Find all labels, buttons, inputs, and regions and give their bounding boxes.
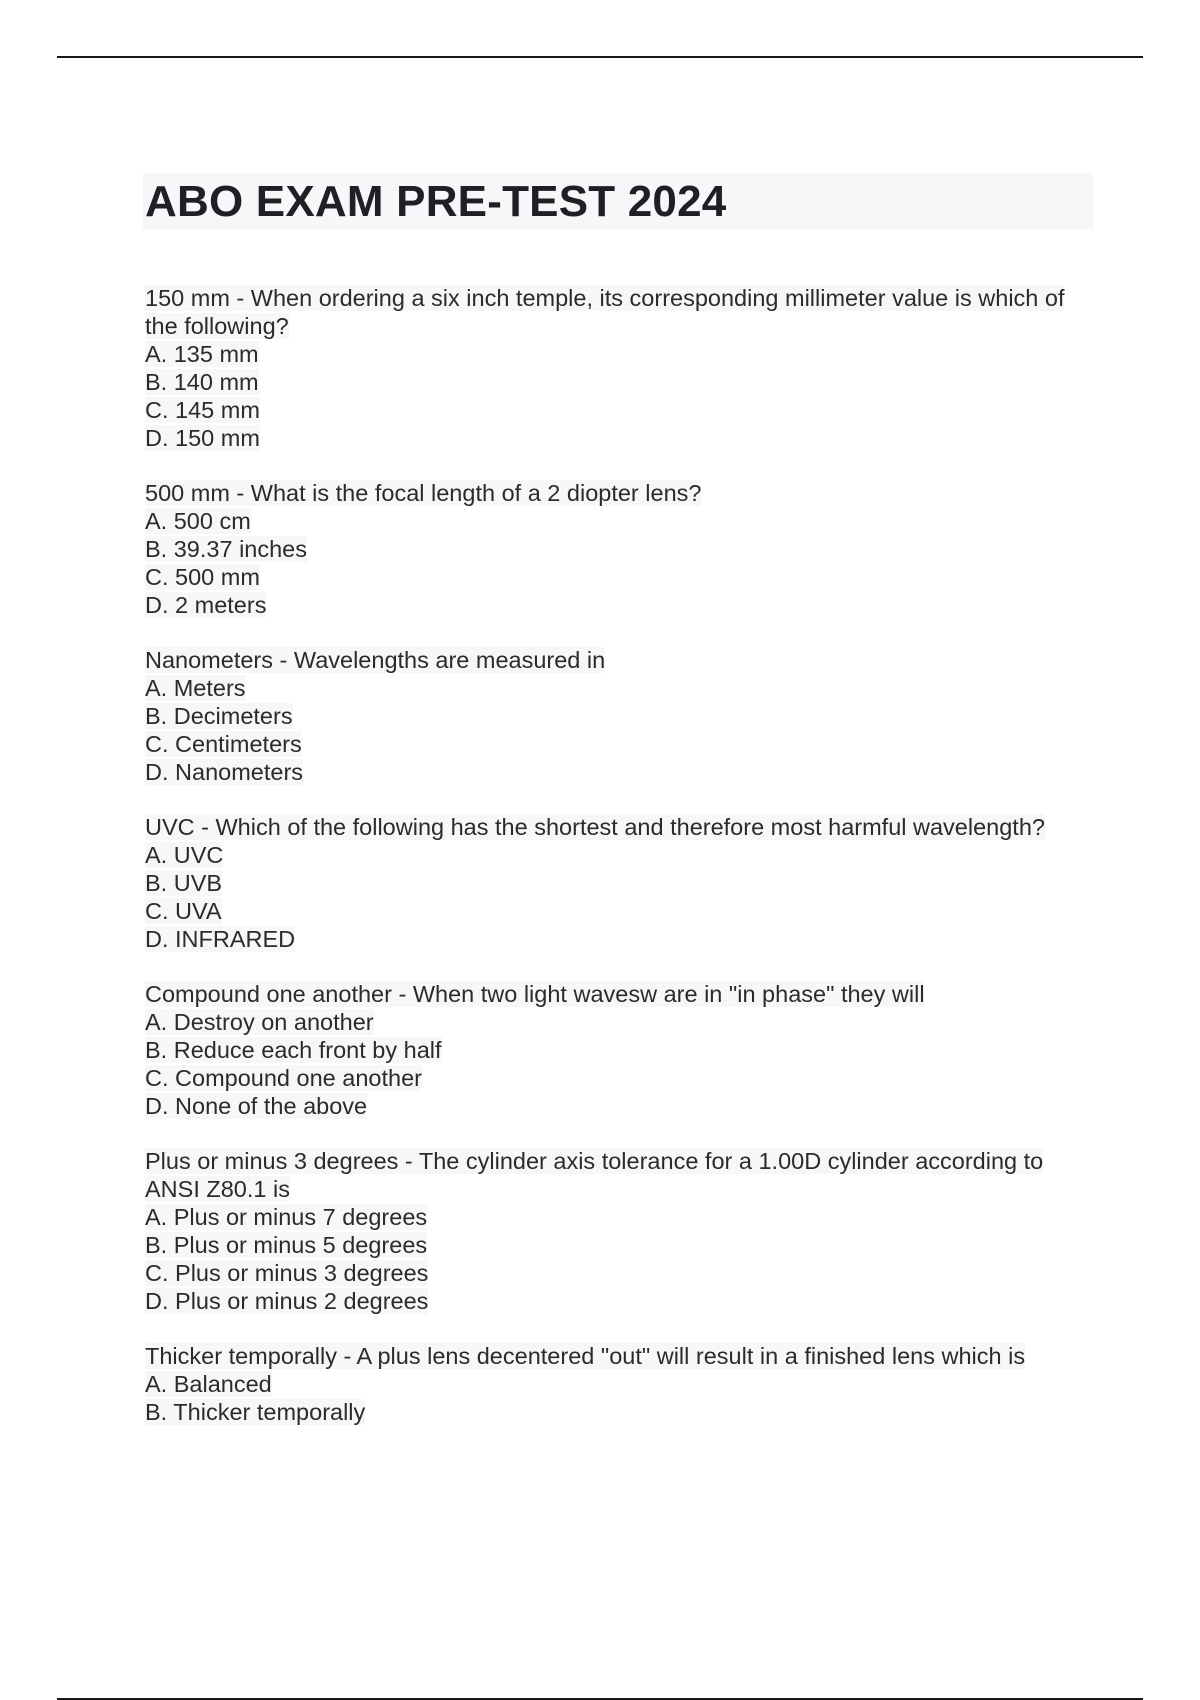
question-4	[145, 813, 1095, 953]
top-rule	[57, 56, 1143, 58]
question-prompt: 150 mm - When ordering a six inch temple, its corresponding millimeter value is which of the following?	[145, 285, 1065, 339]
question-option: B. Thicker temporally	[145, 1399, 366, 1425]
question-prompt: Thicker temporally - A plus lens decentered "out" will result in a finished lens which is	[145, 1343, 1026, 1369]
question-option: D. Nanometers	[145, 759, 304, 785]
question-option: B. Decimeters	[145, 703, 293, 729]
question-option: D. 2 meters	[145, 592, 267, 618]
question-option: C. 500 mm	[145, 564, 260, 590]
question-prompt: Plus or minus 3 degrees - The cylinder axis tolerance for a 1.00D cylinder according to ANSI Z80.1 is	[145, 1148, 1044, 1202]
question-option: C. Plus or minus 3 degrees	[145, 1260, 429, 1286]
question-option: D. INFRARED	[145, 926, 296, 952]
question-option: B. Reduce each front by half	[145, 1037, 442, 1063]
question-option: B. 39.37 inches	[145, 536, 307, 562]
question-prompt: Nanometers - Wavelengths are measured in	[145, 647, 606, 673]
question-option: A. 135 mm	[145, 341, 259, 367]
question-option: A. Balanced	[145, 1371, 272, 1397]
question-option: A. Meters	[145, 675, 246, 701]
question-prompt: Compound one another - When two light wavesw are in "in phase" they will	[145, 981, 925, 1007]
question-option: D. 150 mm	[145, 425, 260, 451]
question-option: D. Plus or minus 2 degrees	[145, 1288, 429, 1314]
question-5	[145, 980, 1095, 1120]
question-option: A. UVC	[145, 842, 224, 868]
question-option: A. Plus or minus 7 degrees	[145, 1204, 428, 1230]
question-option: A. 500 cm	[145, 508, 251, 534]
question-option: C. Centimeters	[145, 731, 302, 757]
question-2	[145, 479, 1095, 619]
question-option: C. 145 mm	[145, 397, 260, 423]
question-option: B. UVB	[145, 870, 223, 896]
question-option: B. 140 mm	[145, 369, 259, 395]
question-option: D. None of the above	[145, 1093, 368, 1119]
question-6	[145, 1147, 1095, 1315]
question-3	[145, 646, 1095, 786]
question-list	[145, 284, 1095, 1453]
question-option: C. Compound one another	[145, 1065, 422, 1091]
question-option: A. Destroy on another	[145, 1009, 374, 1035]
page-title: ABO EXAM PRE-TEST 2024	[145, 177, 727, 226]
question-prompt: 500 mm - What is the focal length of a 2 diopter lens?	[145, 480, 702, 506]
question-option: B. Plus or minus 5 degrees	[145, 1232, 428, 1258]
question-prompt: UVC - Which of the following has the shortest and therefore most harmful wavelength?	[145, 814, 1045, 840]
question-1	[145, 284, 1095, 452]
question-7	[145, 1342, 1095, 1426]
question-option: C. UVA	[145, 898, 222, 924]
